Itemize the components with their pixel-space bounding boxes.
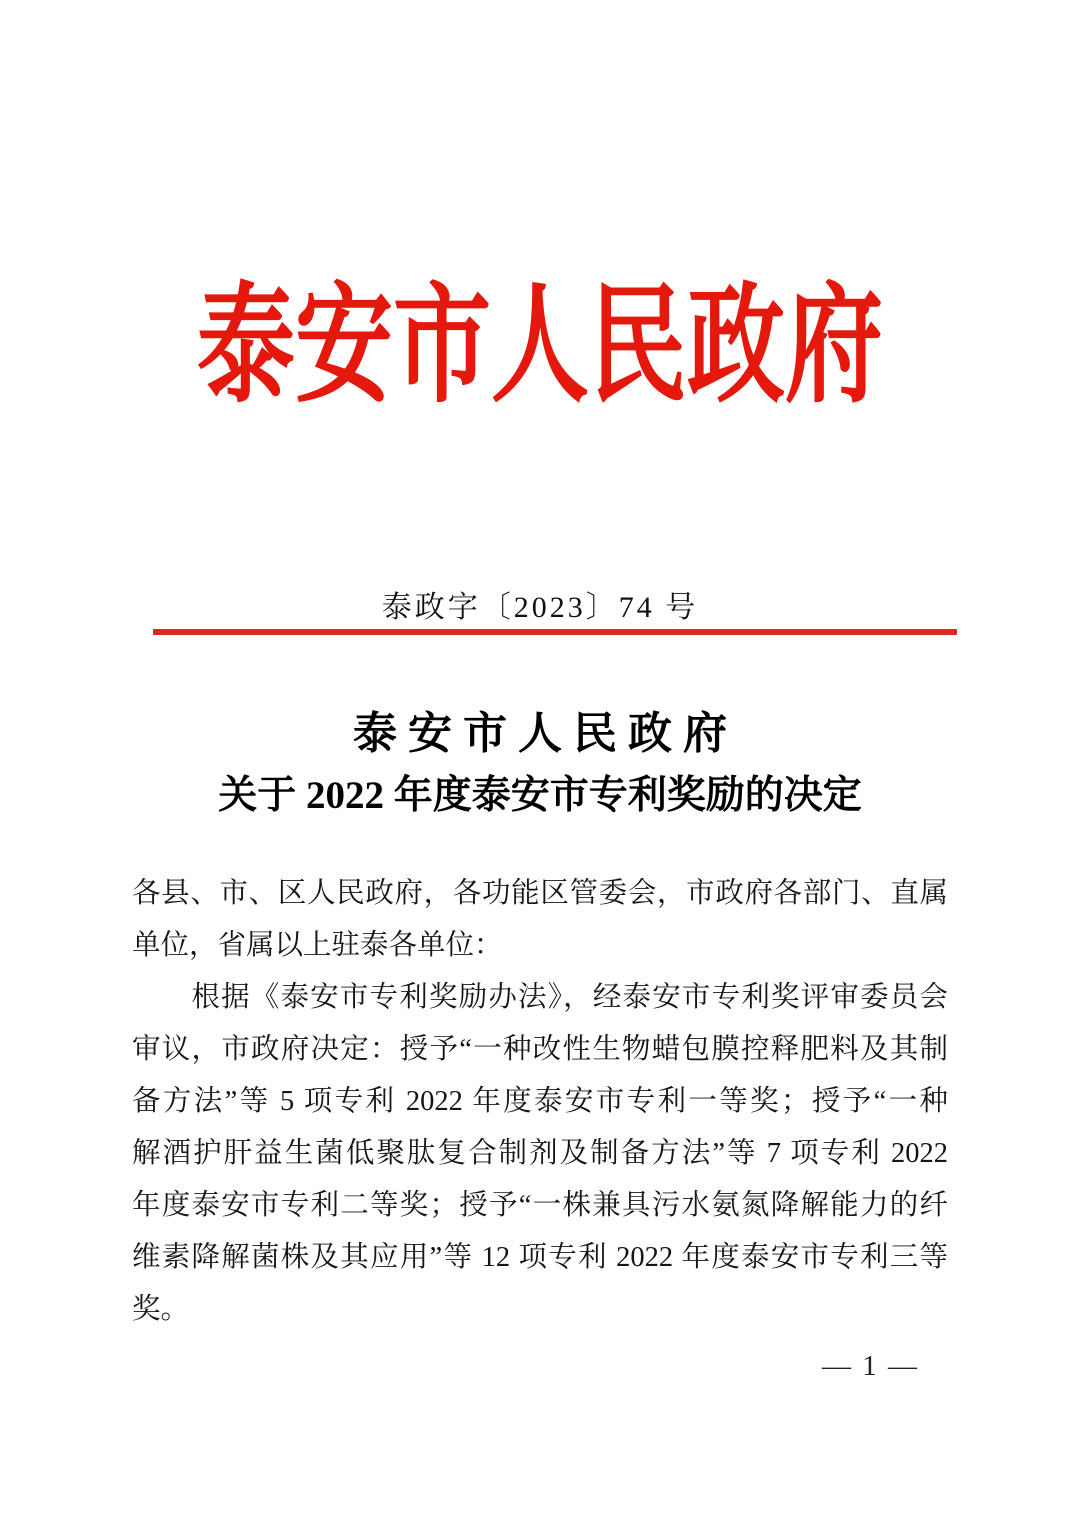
document-body [132,868,948,1336]
body-line: 根据《泰安市专利奖励办法》，经泰安市专利奖评审委员会 [132,982,948,1013]
body-line: 维素降解菌株及其应用”等 12 项专利 2022 年度泰安市专利三等 [132,1242,948,1273]
body-line: 审议，市政府决定：授予“一种改性生物蜡包膜控释肥料及其制 [132,1034,948,1065]
body-line: 解酒护肝益生菌低聚肽复合制剂及制备方法”等 7 项专利 2022 [132,1138,948,1169]
red-divider-line [153,629,957,635]
body-line: 单位，省属以上驻泰各单位： [132,930,503,961]
document-title-line-2: 关于 2022 年度泰安市专利奖励的决定 [218,774,862,818]
body-line: 备方法”等 5 项专利 2022 年度泰安市专利一等奖；授予“一种 [132,1086,948,1117]
body-line: 年度泰安市专利二等奖；授予“一株兼具污水氨氮降解能力的纤 [132,1190,948,1221]
document-number: 泰政字〔2023〕74 号 [381,591,699,624]
masthead-title: 泰安市人民政府 [196,276,883,419]
body-line: 奖。 [132,1294,190,1325]
document-title [0,710,1080,819]
body-line: 各县、市、区人民政府，各功能区管委会，市政府各部门、直属 [132,878,948,909]
document-title-line-1: 泰 安 市 人 民 政 府 [353,709,727,758]
page-number: — 1 — [822,1350,919,1382]
